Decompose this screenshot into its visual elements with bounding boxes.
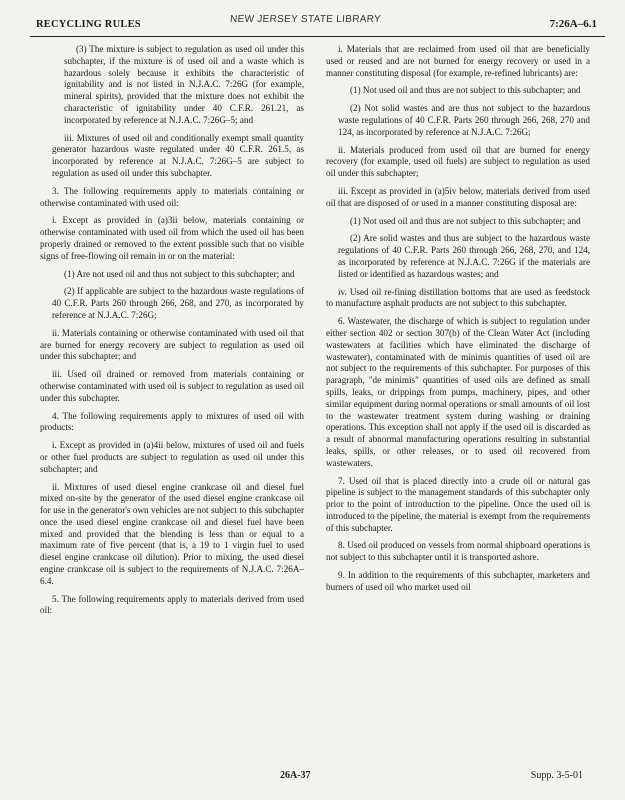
paragraph: i. Except as provided in (a)3ii below, materials containing or otherwise contaminated with used oil from which the used oil has been properly drained or removed to the extent possible such that no visible signs of free-flowing oil remain in or on the material: <box>40 215 304 261</box>
paragraph: ii. Mixtures of used diesel engine crankcase oil and diesel fuel mixed on-site by the generator of the used diesel engine crankcase oil for use in the generator's own vehicles are not subject to this subchapter once the used diesel engine crankcase oil and diesel fuel have been mixed and provided that the blending is less than or equal to a maximum rate of five percent (that is, a 19 to 1 virgin fuel to used diesel engine crankcase oil dilution). Prior to mixing, the used diesel engine crankcase oil is subject to the requirements of N.J.A.C. 7:26A–6.4. <box>40 481 304 586</box>
paragraph: (2) Not solid wastes and are thus not subject to the hazardous waste regulations of 40 C.F.R. Parts 260 through 266, 268, 270 and 124, as incorporated by reference at N.J.A.C. 7:26G; <box>338 103 590 137</box>
paragraph: iv. Used oil re-fining distillation bottoms that are used as feedstock to manufacture asphalt products are not subject to this subchapter. <box>326 286 590 309</box>
paragraph: 7. Used oil that is placed directly into a crude oil or natural gas pipeline is subject to the management standards of this subchapter only prior to the point of introduction to the pipeline. Once the used oil is introduced to the pipeline, the material is exempt from the requirements of this subchapter. <box>326 475 590 533</box>
supplement-date: Supp. 3-5-01 <box>530 770 583 781</box>
paragraph: (1) Not used oil and thus are not subject to this subchapter; and <box>350 215 581 226</box>
paragraph: 5. The following requirements apply to materials derived from used oil: <box>40 593 304 616</box>
section-number: 7:26A–6.1 <box>549 18 597 30</box>
paragraph: (1) Are not used oil and thus not subject to this subchapter; and <box>64 268 295 279</box>
library-stamp: NEW JERSEY STATE LIBRARY <box>229 14 382 25</box>
header-rule <box>30 36 605 37</box>
right-column <box>326 44 590 764</box>
left-column <box>40 44 304 764</box>
running-header-title: RECYCLING RULES <box>36 19 141 30</box>
paragraph: 9. In addition to the requirements of this subchapter, marketers and burners of used oil who market used oil <box>326 570 590 592</box>
paragraph: 8. Used oil produced on vessels from normal shipboard operations is not subject to this subchapter until it is transported ashore. <box>326 540 590 563</box>
paragraph: iii. Except as provided in (a)5iv below, materials derived from used oil that are disposed of or used in a manner constituting disposal are: <box>326 185 590 208</box>
paragraph: i. Except as provided in (a)4ii below, mixtures of used oil and fuels or other fuel products are subject to regulation as used oil under this subchapter; and <box>40 440 304 474</box>
paragraph: (1) Not used oil and thus are not subject to this subchapter; and <box>350 85 581 96</box>
paragraph: 3. The following requirements apply to materials containing or otherwise contaminated with used oil: <box>40 185 304 208</box>
paragraph: iii. Used oil drained or removed from materials containing or otherwise contaminated with used oil is subject to regulation as used oil under this subchapter. <box>40 369 304 403</box>
page-number: 26A-37 <box>280 770 311 781</box>
paragraph: (2) Are solid wastes and thus are subject to the hazardous waste regulations of 40 C.F.R. Parts 260 through 266, 268, 270, and 124, as incorporated by reference at N.J.A.C. 7:26G if the materials are listed or identified as hazardous wastes; and <box>338 233 590 279</box>
paragraph: i. Materials that are reclaimed from used oil that are beneficially used or reused and are not burned for energy recovery or used in a manner constituting disposal (for example, re-refined lubricants) are: <box>326 44 590 78</box>
paragraph: (2) If applicable are subject to the hazardous waste regulations of 40 C.F.R. Parts 260 through 266, 268, and 270, as incorporated by reference at N.J.A.C. 7:26G; <box>52 286 304 320</box>
paragraph: 6. Wastewater, the discharge of which is subject to regulation under either section 402 or section 307(b) of the Clean Water Act (including wastewaters at facilities which have eliminated the discharge of wastewater), contaminated with de minimis quantities of used oil are not subject to the requirements of this subchapter. For purposes of this paragraph, "de minimis" quantities of used oils are defined as small spills, leaks, or drippings from pumps, machinery, pipes, and other similar equipment during normal operations or small amounts of oil lost to the wastewater treatment system during washing or draining operations. This exception shall not apply if the used oil is discarded as a result of abnormal manufacturing operations resulting in substantial leaks, spills, or other releases, or to used oil recovered from wastewaters. <box>326 316 590 468</box>
paragraph: (3) The mixture is subject to regulation as used oil under this subchapter, if the mixture is of used oil and a waste which is hazardous solely because it exhibits the characteristic of ignitability and is not listed in N.J.A.C. 7:26G (for example, mineral spirits), provided that the mixture does not exhibit the characteristic of ignitability under 40 C.F.R. 261.21, as incorporated by reference at N.J.A.C. 7:26G–5; and <box>64 44 304 125</box>
paragraph: 4. The following requirements apply to mixtures of used oil with products: <box>40 410 304 433</box>
paragraph: ii. Materials produced from used oil that are burned for energy recovery (for example, used oil fuels) are subject to regulation as used oil under this subchapter; <box>326 144 590 179</box>
paragraph: ii. Materials containing or otherwise contaminated with used oil that are burned for energy recovery are subject to regulation as used oil under this subchapter; and <box>40 327 304 362</box>
paragraph: iii. Mixtures of used oil and conditionally exempt small quantity generator hazardous waste regulated under 40 C.F.R. 261.5, as incorporated by reference at N.J.A.C. 7:26G–5 are subject to regulation as used oil under this subchapter. <box>52 132 304 178</box>
